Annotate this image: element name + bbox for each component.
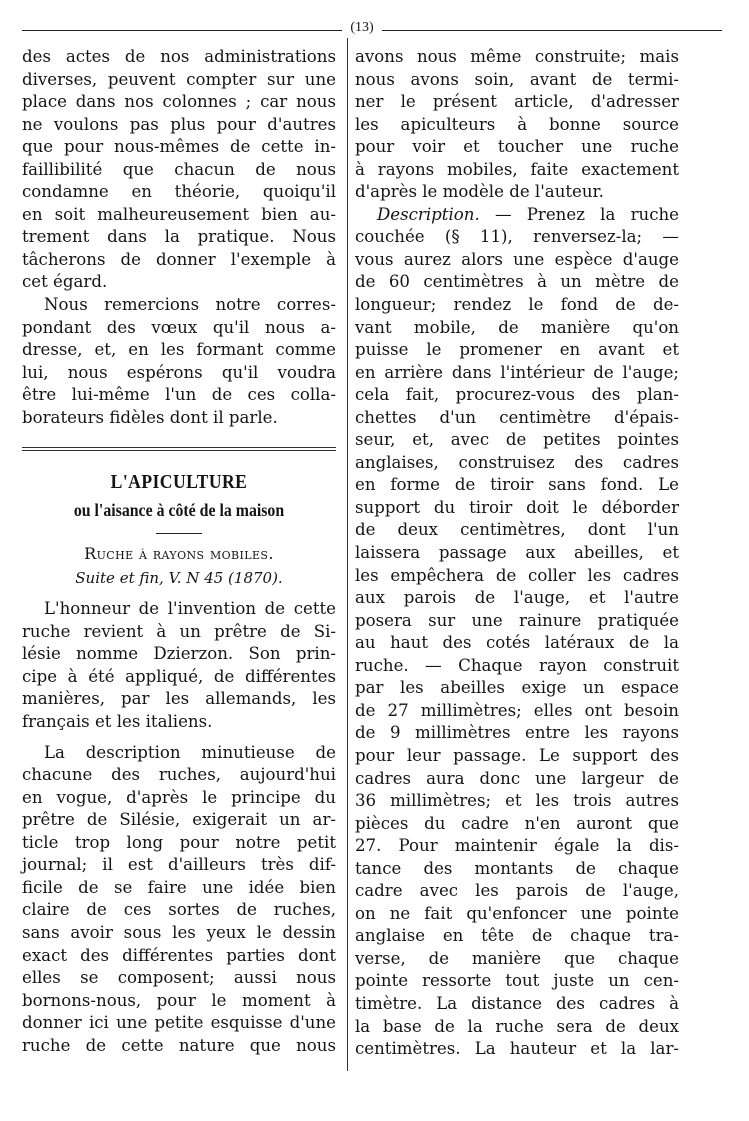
text-line: pour leur passage. Le support des — [355, 745, 679, 765]
text-line: ticle trop long pour notre petit — [22, 832, 336, 852]
text-line: anglaise en tête de chaque tra- — [355, 926, 679, 946]
text-line: cela fait, procurez-vous des plan- — [355, 385, 679, 405]
text-line: cadre avec les parois de l'auge, — [355, 881, 679, 901]
text-line: puisse le promener en avant et — [355, 340, 679, 360]
header-rule-left — [22, 30, 342, 31]
section-heading: Ruche à rayons mobiles. — [84, 544, 274, 564]
text-line: 36 millimètres; et les trois autres — [355, 791, 679, 811]
text-line: cipe à été appliqué, de différentes — [22, 666, 336, 686]
text-line: manières, par les allemands, les — [22, 689, 336, 709]
text-line: 27. Pour maintenir égale la dis- — [355, 836, 679, 856]
text-line: seur, et, avec de petites pointes — [355, 430, 679, 450]
text-line: borateurs fidèles dont il parle. — [22, 407, 278, 427]
heading-dash — [156, 533, 202, 534]
text-line: L'honneur de l'invention de cette — [44, 599, 336, 619]
description-label: Description. — [377, 204, 480, 224]
text-line — [355, 204, 679, 227]
text-line: dresse, et, en les formant comme — [22, 340, 336, 360]
text-line: trement dans la pratique. Nous — [22, 227, 336, 247]
text-line: Nous remercions notre corres- — [44, 295, 336, 315]
text-line: diverses, peuvent compter sur une — [22, 69, 336, 89]
text-line: cet égard. — [22, 272, 108, 292]
text-line: place dans nos colonnes ; car nous — [22, 92, 336, 112]
text-line: ruche de cette nature que nous — [22, 1035, 336, 1055]
text-line: les apiculteurs à bonne source — [355, 114, 679, 134]
text-line: pointe ressorte tout juste un cen- — [355, 971, 679, 991]
text-line: exact des différentes parties dont — [22, 945, 336, 965]
text-line: prêtre de Silésie, exigerait un ar- — [22, 810, 336, 830]
text-line: claire de ces sortes de ruches, — [22, 900, 336, 920]
text-line: on ne fait qu'enfoncer une pointe — [355, 903, 679, 923]
text-line: par les abeilles exige un espace — [355, 678, 679, 698]
text-line: lésie nomme Dzierzon. Son prin- — [22, 644, 336, 664]
text-line: verse, de manière que chaque — [355, 948, 679, 968]
text-line: timètre. La distance des cadres à — [355, 993, 679, 1013]
text-line: donner ici une petite esquisse d'une — [22, 1013, 336, 1033]
text-line: les empêchera de coller les cadres — [355, 565, 679, 585]
paragraph-invention — [22, 598, 336, 733]
text-line: de 27 millimètres; elles ont besoin — [355, 700, 679, 720]
text-line: de 9 millimètres entre les rayons — [355, 723, 679, 743]
paragraph-closing-notice — [22, 46, 336, 294]
text-line: de 60 centimètres à un mètre de — [355, 272, 679, 292]
continuation-reference: Suite et fin, V. N 45 (1870). — [75, 569, 283, 588]
text-line: posera sur une rainure pratiquée — [355, 610, 679, 630]
section-separator — [22, 439, 336, 459]
paragraph-thanks — [22, 294, 336, 429]
text-line: anglaises, construisez des cadres — [355, 452, 679, 472]
text-line: avons nous même construite; mais — [355, 47, 679, 66]
article-subtitle: ou l'aisance à côté de la maison — [73, 500, 285, 521]
text-line: en arrière dans l'intérieur de l'auge; — [355, 362, 679, 382]
text-line: condamne en théorie, quoiqu'il — [22, 182, 336, 202]
header-rule-right — [382, 30, 722, 31]
text-line: nous avons soin, avant de termi- — [355, 69, 679, 89]
page-number: (13) — [350, 20, 374, 35]
column-divider — [347, 38, 348, 1071]
text-line: chacune des ruches, aujourd'hui — [22, 765, 336, 785]
text-line: français et les italiens. — [22, 712, 213, 732]
paragraph-description-intro — [22, 742, 336, 1058]
text-line: aux parois de l'auge, et l'autre — [355, 588, 679, 608]
text-line: faillibilité que chacun de nous — [22, 159, 336, 179]
text-line: bornons-nous, pour le moment à — [22, 990, 336, 1010]
text-line: pour voir et toucher une ruche — [355, 137, 679, 157]
text-line: lui, nous espérons qu'il voudra — [22, 362, 336, 382]
text-line: de deux centimètres, dont l'un — [355, 520, 679, 540]
text-line: à rayons mobiles, faite exactement — [355, 159, 679, 179]
text-line: d'après le modèle de l'auteur. — [355, 182, 604, 202]
text-line: en vogue, d'après le principe du — [22, 787, 336, 807]
article-title: L'APICULTURE — [110, 471, 248, 494]
text-line: cadres aura donc une largeur de — [355, 768, 679, 788]
text-line: couchée (§ 11), renversez-la; — — [355, 227, 679, 247]
text-line: ruche. — Chaque rayon construit — [355, 655, 679, 675]
paragraph-description — [355, 204, 679, 1061]
text-line: journal; il est d'ailleurs très dif- — [22, 855, 336, 875]
text-line: que pour nous-mêmes de cette in- — [22, 137, 336, 157]
text-line: pondant des vœux qu'il nous a- — [22, 317, 336, 337]
text-line: ficile de se faire une idée bien — [22, 877, 336, 897]
text-line: chettes d'un centimètre d'épais- — [355, 407, 679, 427]
paragraph-own-hive — [355, 46, 679, 204]
text-line: en forme de tiroir sans fond. Le — [355, 475, 679, 495]
right-column — [355, 46, 679, 1061]
text-line: sans avoir sous les yeux le dessin — [22, 922, 336, 942]
left-column — [22, 46, 336, 1057]
text-line: ner le présent article, d'adresser — [355, 92, 679, 112]
text-line: au haut des cotés latéraux de la — [355, 633, 679, 653]
text-line: être lui-même l'un de ces colla- — [22, 385, 336, 405]
text-line: en soit malheureusement bien au- — [22, 204, 336, 224]
text-line: vous aurez alors une espèce d'auge — [355, 249, 679, 269]
text-line: ne voulons pas plus pour d'autres — [22, 114, 336, 134]
article-heading — [22, 467, 336, 590]
text-line: longueur; rendez le fond de de- — [355, 295, 679, 315]
text-line: des actes de nos administrations — [22, 47, 336, 66]
text-line: tâcherons de donner l'exemple à — [22, 249, 336, 269]
text-line: elles se composent; aussi nous — [22, 968, 336, 988]
text-line: laissera passage aux abeilles, et — [355, 543, 679, 563]
description-first-line: — Prenez la ruche — [479, 204, 679, 224]
text-line: tance des montants de chaque — [355, 858, 679, 878]
text-line: centimètres. La hauteur et la lar- — [355, 1039, 679, 1059]
text-line: la base de la ruche sera de deux — [355, 1016, 679, 1036]
text-line: vant mobile, de manière qu'on — [355, 317, 679, 337]
text-line: ruche revient à un prêtre de Si- — [22, 621, 336, 641]
text-line: support du tiroir doit le déborder — [355, 497, 679, 517]
text-line: La description minutieuse de — [44, 742, 336, 762]
text-line: pièces du cadre n'en auront que — [355, 813, 679, 833]
page-header — [14, 20, 732, 36]
